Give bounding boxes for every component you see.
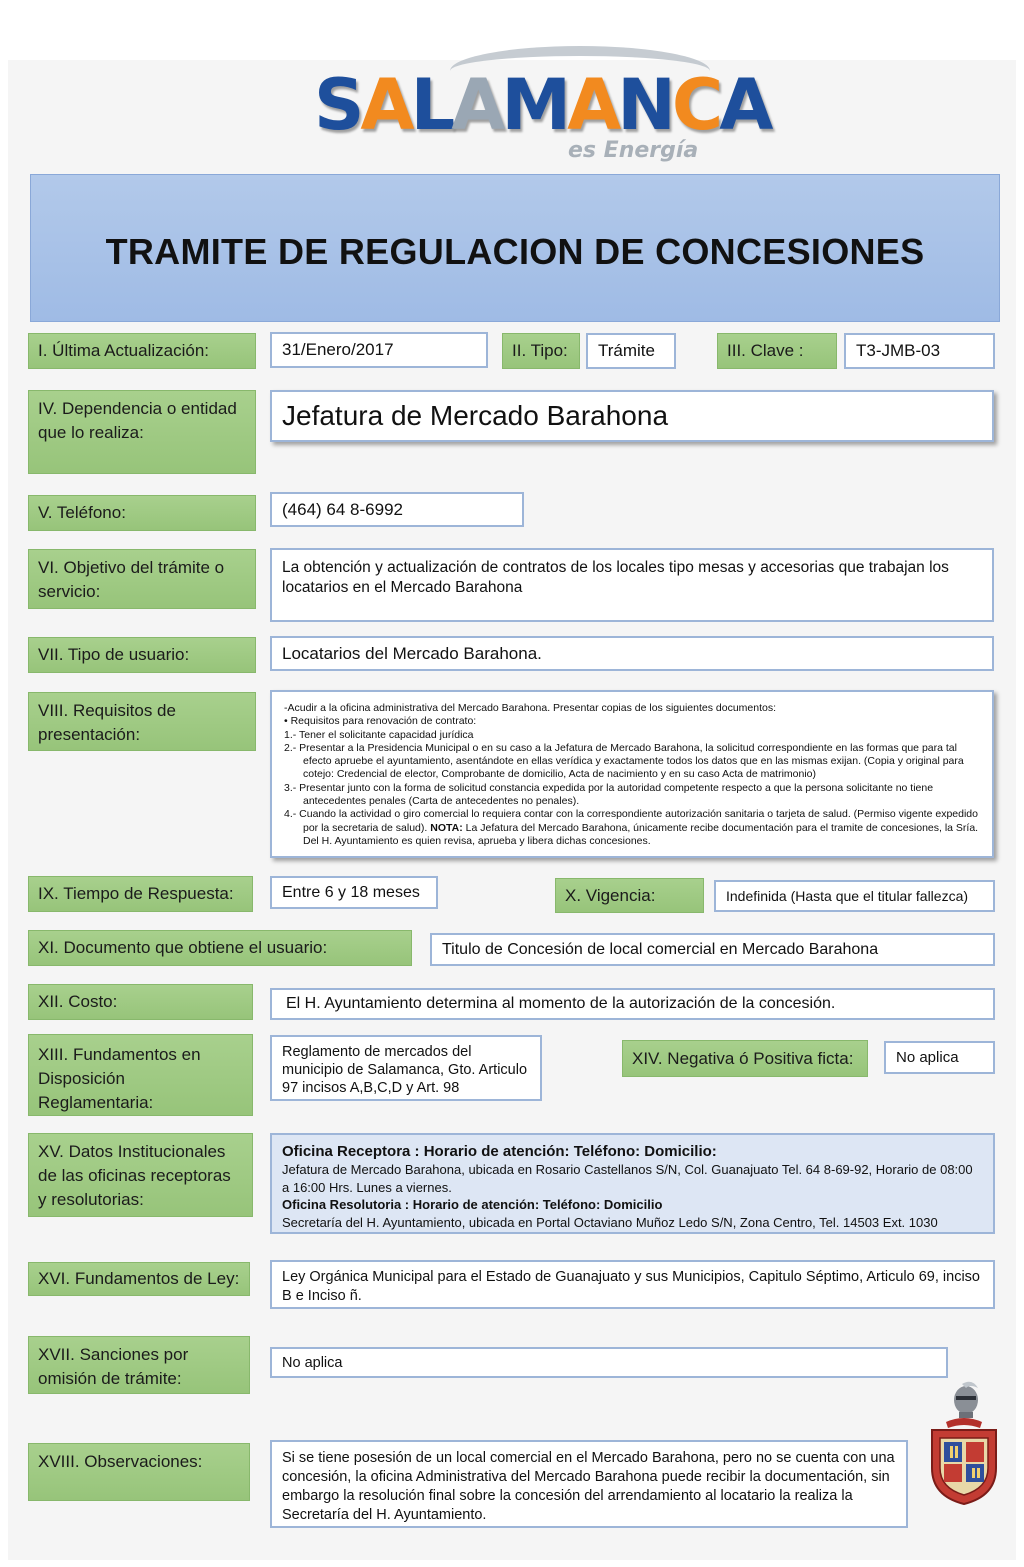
value-requisitos [270, 690, 994, 858]
logo-letter: A [360, 64, 411, 146]
logo-letter: A [567, 64, 618, 146]
label-costo: XII. Costo: [28, 984, 253, 1020]
label-requisitos: VIII. Requisitos de presentación: [28, 692, 256, 751]
requisitos-line: 1.- Tener el solicitante capacidad jurídica [284, 728, 474, 741]
municipal-coat-of-arms-icon [926, 1378, 1002, 1508]
value-ultima-actualizacion: 31/Enero/2017 [270, 332, 488, 368]
page-title: TRAMITE DE REGULACION DE CONCESIONES [105, 231, 925, 272]
value-costo: El H. Ayuntamiento determina al momento de la autorización de la concesión. [270, 988, 995, 1020]
resolutoria-text: Secretaría del H. Ayuntamiento, ubicada en Portal Octaviano Muñoz Ledo S/N, Zona Centro, Tel. 14503 Ext. 1030 [282, 1214, 938, 1230]
value-dependencia: Jefatura de Mercado Barahona [270, 390, 994, 442]
resolutoria-heading: Oficina Resolutoria : Horario de atención: Teléfono: Domicilio [282, 1197, 663, 1212]
value-observaciones: Si se tiene posesión de un local comercial en el Mercado Barahona, pero no se cuenta con una concesión, la oficina Administrativa del Mercado Barahona puede recibir la documentación, sin embargo la resolución final sobre la concesión del arrendamiento al locatario la realiza la Secretaría del H. Ayuntamiento. [270, 1440, 908, 1528]
requisitos-line [284, 822, 982, 835]
requisitos-line: -Acudir a la oficina administrativa del Mercado Barahona. Presentar copias de los siguientes documentos: [284, 702, 777, 714]
requisitos-line: 3.- Presentar junto con la forma de solicitud constancia expedida por la autoridad competente respecto a que la persona solicitante no tiene [284, 781, 934, 794]
requisitos-line: cotejo: Credencial de elector, Comprobante de domicilio, Acta de nacimiento y en su caso Acta de matrimonio) [303, 768, 817, 781]
label-ultima-actualizacion: I. Última Actualización: [28, 333, 256, 369]
label-tipo-usuario: VII. Tipo de usuario: [28, 637, 256, 673]
label-datos-institucionales: XV. Datos Institucionales de las oficinas receptoras y resolutorias: [28, 1133, 253, 1217]
label-telefono: V. Teléfono: [28, 495, 256, 531]
value-documento: Titulo de Concesión de local comercial en Mercado Barahona [430, 933, 995, 966]
logo-letter: A [719, 64, 770, 146]
value-negativa-positiva: No aplica [884, 1041, 995, 1074]
value-tipo-usuario: Locatarios del Mercado Barahona. [270, 636, 994, 671]
value-tiempo-respuesta: Entre 6 y 18 meses [270, 876, 438, 909]
value-fundamentos-disposicion: Reglamento de mercados del municipio de Salamanca, Gto. Articulo 97 incisos A,B,C,D y Art. 98 [270, 1035, 542, 1101]
requisitos-line: antecedentes penales (Carta de antecedentes no penales). [303, 795, 580, 808]
requisitos-line: efecto apruebe el ayuntamiento, asentándote en ellas verídica y exactamente todos los datos que en las mismas exijan. (Copia y original para [303, 755, 964, 768]
label-tipo: II. Tipo: [502, 333, 580, 369]
requisitos-line: 2.- Presentar a la Presidencia Municipal o en su caso a la Jefatura de Mercado Barahona, la solicitud correspondiente en las formas que para tal [284, 741, 957, 754]
nota-text: La Jefatura del Mercado Barahona, únicamente recibe documentación para el tramite de concesiones, la Sría. [462, 821, 979, 834]
logo-letter: A [451, 64, 502, 146]
label-objetivo: VI. Objetivo del trámite o servicio: [28, 549, 256, 609]
label-clave: III. Clave : [717, 333, 837, 369]
value-tipo: Trámite [586, 333, 676, 369]
value-telefono: (464) 64 8-6992 [270, 492, 524, 527]
logo-letter: L [410, 64, 452, 146]
label-dependencia: IV. Dependencia o entidad que lo realiza: [28, 390, 256, 474]
nota-label: NOTA: [430, 821, 463, 834]
receptora-heading: Oficina Receptora : Horario de atención: Teléfono: Domicilio: [282, 1143, 717, 1160]
logo-letter: S [314, 64, 361, 146]
value-datos-institucionales [270, 1133, 995, 1234]
label-vigencia: X. Vigencia: [555, 878, 704, 913]
value-objetivo: La obtención y actualización de contratos de los locales tipo mesas y accesorias que trabajan los locatarios en el Mercado Barahona [270, 548, 994, 622]
requisitos-line: • Requisitos para renovación de contrato: [284, 715, 477, 728]
value-vigencia: Indefinida (Hasta que el titular fallezca) [714, 880, 995, 912]
requisitos-line: Del H. Ayuntamiento es quien revisa, aprueba y libera dichas concesiones. [303, 834, 651, 847]
label-observaciones: XVIII. Observaciones: [28, 1443, 250, 1501]
requisitos-text: por la secretaria de salud). [303, 821, 428, 834]
value-sanciones: No aplica [270, 1347, 948, 1378]
label-tiempo-respuesta: IX. Tiempo de Respuesta: [28, 876, 253, 912]
label-negativa-positiva: XIV. Negativa ó Positiva ficta: [622, 1040, 868, 1077]
logo-letter: M [501, 64, 568, 146]
receptora-text: Jefatura de Mercado Barahona, ubicada en Rosario Castellanos S/N, Col. Guanajuato Tel. 64 8-69-92, Horario de 08:00 a 16:00 Hrs. Lunes a viernes. [282, 1162, 973, 1195]
value-fundamentos-ley: Ley Orgánica Municipal para el Estado de Guanajuato y sus Municipios, Capitulo Séptimo, Articulo 69, inciso B e Inciso ñ. [270, 1260, 995, 1309]
logo-subtitle: es Energía [568, 138, 699, 163]
logo-wordmark [314, 64, 770, 146]
label-fundamentos-disposicion: XIII. Fundamentos en Disposición Reglamentaria: [28, 1034, 253, 1116]
label-sanciones: XVII. Sanciones por omisión de trámite: [28, 1336, 250, 1394]
logo-letter: N [617, 64, 672, 146]
title-banner [30, 174, 1000, 322]
label-documento: XI. Documento que obtiene el usuario: [28, 930, 412, 966]
requisitos-line: 4.- Cuando la actividad o giro comercial lo requiera contar con la correspondiente autorización sanitaria o tarjeta de salud. (Permiso vigente expedido [284, 808, 978, 821]
logo-letter: C [671, 64, 720, 146]
label-fundamentos-ley: XVI. Fundamentos de Ley: [28, 1262, 250, 1296]
salamanca-logo [300, 40, 770, 180]
value-clave: T3-JMB-03 [844, 333, 995, 369]
